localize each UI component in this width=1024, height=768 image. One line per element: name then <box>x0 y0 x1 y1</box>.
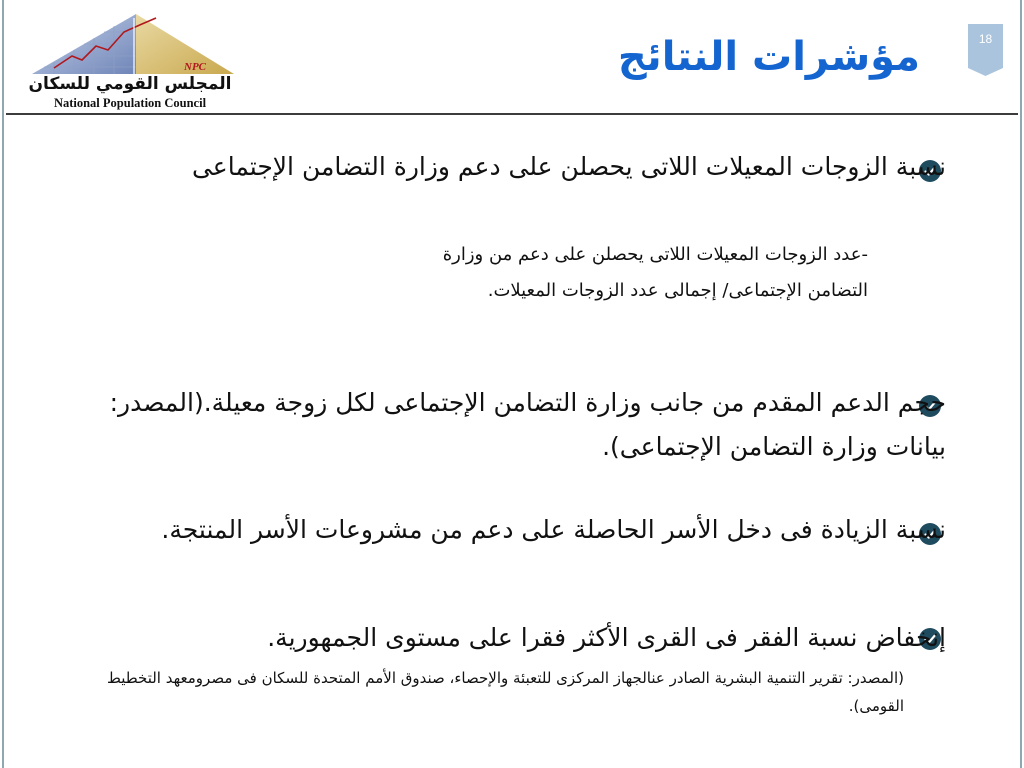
bullet-3-text: نسبة الزيادة فى دخل الأسر الحاصلة على دعم من مشروعات الأسر المنتجة. <box>161 515 946 544</box>
logo-arabic-name: المجلس القومي للسكان <box>28 74 232 94</box>
logo-english-name: National Population Council <box>53 96 207 110</box>
bullet-1-text: نسبة الزوجات المعيلات اللاتى يحصلن على دعم وزارة التضامن الإجتماعى <box>191 152 946 181</box>
formula-line-2: التضامن الإجتماعى/ إجمالى عدد الزوجات المعيلات. <box>487 280 868 301</box>
bullet-2 <box>66 381 946 469</box>
bullet-4-source-note <box>64 664 904 720</box>
bullet-1-formula <box>188 237 868 309</box>
source-note-text: (المصدر: تقرير التنمية البشرية الصادر عنالجهاز المركزى للتعبئة والإحصاء، صندوق الأمم المتحدة للسكان فى مصرومعهد التخطيط القومى). <box>106 669 904 715</box>
page-number: 18 <box>978 32 993 46</box>
bullet-4 <box>66 616 946 660</box>
formula-line-1: -عدد الزوجات المعيلات اللاتى يحصلن على دعم من وزارة <box>442 244 868 265</box>
bullet-3 <box>66 508 946 552</box>
logo-abbr: NPC <box>184 61 206 73</box>
page-title: مؤشرات النتائج <box>617 34 920 80</box>
bullet-2-text: حجم الدعم المقدم من جانب وزارة التضامن الإجتماعى لكل زوجة معيلة.(المصدر: بيانات وزارة التضامن الإجتماعى). <box>109 388 946 461</box>
bullet-4-text: إنخفاض نسبة الفقر فى القرى الأكثر فقرا على مستوى الجمهورية. <box>267 623 946 652</box>
bullet-1 <box>66 145 946 189</box>
